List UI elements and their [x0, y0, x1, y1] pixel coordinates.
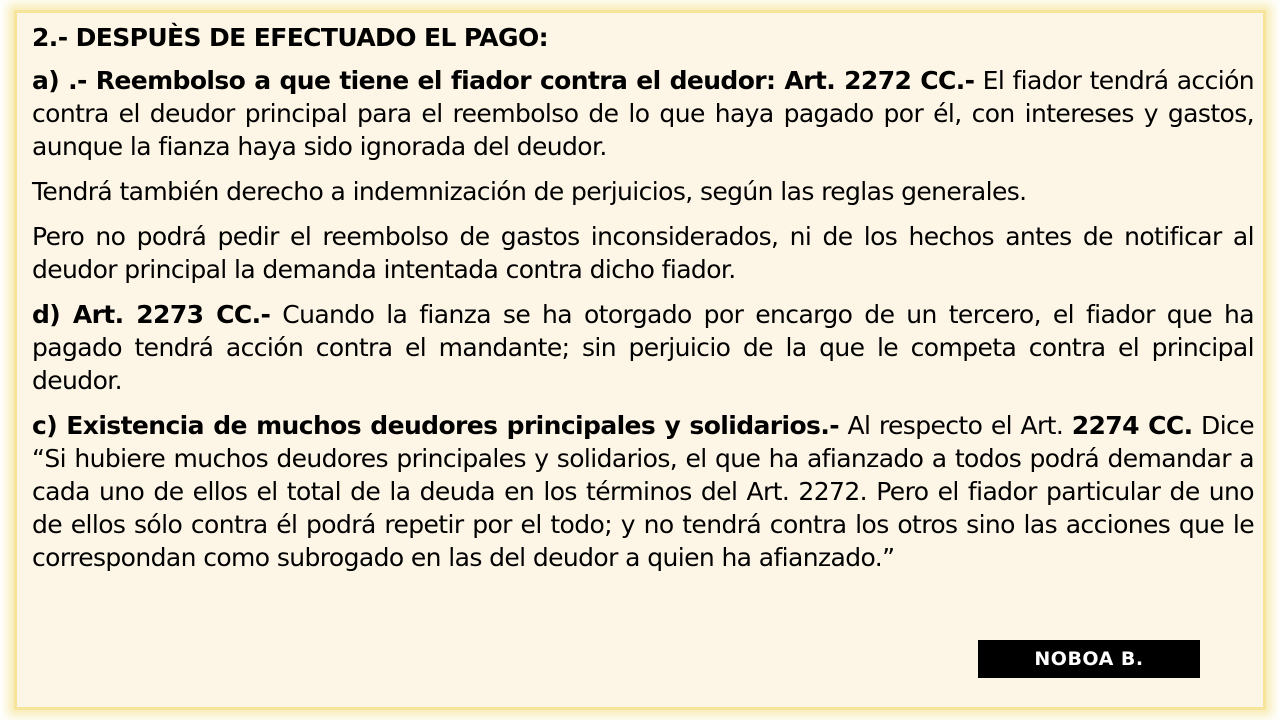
paragraph-art-2273	[32, 298, 1254, 397]
paragraph-indemnizacion	[32, 175, 1254, 208]
paragraph-deudores-text-1: Al respecto el Art.	[839, 411, 1072, 440]
paragraph-art-2273-text: Cuando la fianza se ha otorgado por encargo de un tercero, el fiador que ha pagado tendrá acción contra el mandante; sin perjuicio de la que le competa contra el principal deudor.	[32, 300, 1254, 395]
slide-content	[32, 21, 1254, 586]
paragraph-indemnizacion-text: Tendrá también derecho a indemnización de perjuicios, según las reglas generales.	[32, 177, 1027, 206]
paragraph-art-2273-title: d) Art. 2273 CC.-	[32, 300, 271, 329]
paragraph-deudores-solidarios	[32, 409, 1254, 574]
section-heading	[32, 21, 1254, 54]
paragraph-reembolso	[32, 64, 1254, 163]
author-badge: NOBOA B.	[978, 640, 1200, 678]
paragraph-reembolso-text: El fiador tendrá acción contra el deudor principal para el reembolso de lo que haya pagado por él, con intereses y gastos, aunque la fianza haya sido ignorada del deudor.	[32, 66, 1255, 161]
paragraph-deudores-article: 2274 CC.	[1071, 411, 1193, 440]
paragraph-gastos-text: Pero no podrá pedir el reembolso de gastos inconsiderados, ni de los hechos antes de notificar al deudor principal la demanda intentada contra dicho fiador.	[32, 222, 1254, 284]
paragraph-deudores-text-2: Dice “Si hubiere muchos deudores principales y solidarios, el que ha afianzado a todos podrá demandar a cada uno de ellos el total de la deuda en los términos del Art. 2272. Pero el fiador particular de uno de ellos sólo contra él podrá repetir por el todo; y no tendrá contra los otros sino las acciones que le correspondan como subrogado en las del deudor a quien ha afianzado.”	[32, 411, 1254, 572]
slide-panel	[14, 10, 1266, 710]
paragraph-reembolso-title: a) .- Reembolso a que tiene el fiador contra el deudor: Art. 2272 CC.-	[32, 66, 975, 95]
paragraph-deudores-title: c) Existencia de muchos deudores principales y solidarios.-	[32, 411, 840, 440]
section-heading-text: 2.- DESPUÈS DE EFECTUADO EL PAGO:	[32, 23, 549, 52]
paragraph-gastos	[32, 220, 1254, 286]
